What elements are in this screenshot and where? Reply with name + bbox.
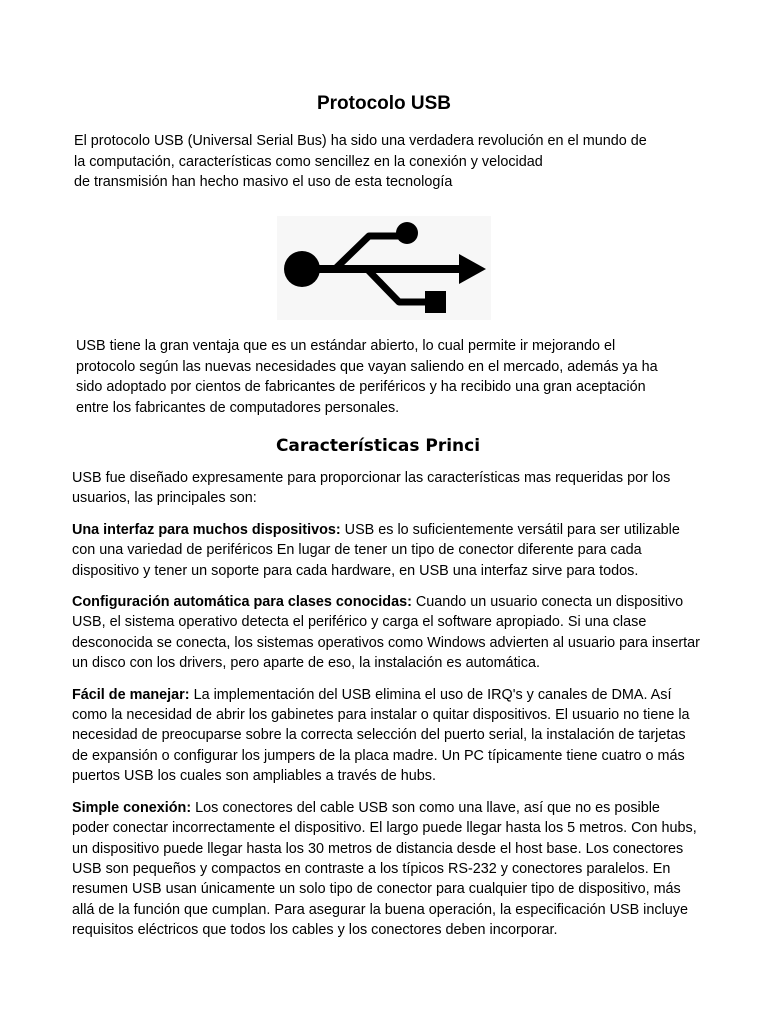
feature-term: Una interfaz para muchos dispositivos: [72,521,341,538]
advantage-line: sido adoptado por cientos de fabricantes de periféricos y ha recibido una gran aceptación [76,379,646,395]
feature-item [72,685,700,787]
feature-text: Cuando un usuario conecta un dispositivo USB, el sistema operativo detecta el periférico y carga el software apropiado. Si una clase desconocida se conecta, los sistemas operativos como Windows advierten al usuario para insertar un disco con los drivers, pero aparte de eso, la instalación es automática. [72,594,700,672]
feature-term: Configuración automática para clases conocidas: [72,594,412,611]
page-title: Protocolo USB [316,93,452,114]
intro-line: El protocolo USB (Universal Serial Bus) ha sido una verdadera revolución en el mundo de [74,133,647,149]
features-lead: USB fue diseñado expresamente para proporcionar las características mas requeridas por los usuarios, las principales son: [72,470,671,507]
features-section [72,468,700,952]
intro-line: la computación, características como sencillez en la conexión y velocidad [74,153,543,170]
intro-line: de transmisión han hecho masivo el uso de esta tecnología [74,174,453,190]
section-heading: Características Princi [275,436,481,456]
intro-paragraph [74,131,694,193]
feature-text: USB es lo suficientemente versátil para ser utilizable con una variedad de periféricos En lugar de tener un tipo de conector diferente para cada dispositivo y tener un soporte para cada hardware, en USB una interfaz sirve para todos. [72,521,680,579]
feature-term: Simple conexión: [72,799,192,816]
feature-item [72,592,700,674]
feature-term: Fácil de manejar: [72,686,190,703]
feature-text: La implementación del USB elimina el uso de IRQ's y canales de DMA. Así como la necesidad de abrir los gabinetes para instalar o quitar dispositivos. El usuario no tiene la necesidad de preocuparse sobre la correcta selección del puerto serial, la instalación de tarjetas de expansión o configurar los jumpers de la placa madre. Un PC típicamente tiene cuatro o más puertos USB los cuales son ampliables a través de hubs. [72,686,690,785]
advantage-line: protocolo según las nuevas necesidades que vayan saliendo en el mercado, además ya ha [76,358,658,375]
feature-item [72,520,700,581]
advantage-paragraph [76,336,696,418]
advantage-line: USB tiene la gran ventaja que es un estándar abierto, lo cual permite ir mejorando el [76,338,616,354]
feature-text: Los conectores del cable USB son como una llave, así que no es posible poder conectar incorrectamente el dispositivo. El largo puede llegar hasta los 5 metros. Con hubs, un dispositivo puede llegar hasta los 30 metros de distancia desde el host base. Los conectores USB son pequeños y compactos en contraste a los típicos RS-232 y conectores paralelos. En resumen USB usan únicamente un solo tipo de conector para cualquier tipo de dispositivo, más allá de la función que cumplan. Para asegurar la buena operación, la especificación USB incluye requisitos eléctricos que todos los cables y los conectores deben incorporar. [72,799,697,939]
feature-item [72,798,700,941]
advantage-line: entre los fabricantes de computadores personales. [76,399,400,416]
usb-trident-icon [277,216,491,320]
